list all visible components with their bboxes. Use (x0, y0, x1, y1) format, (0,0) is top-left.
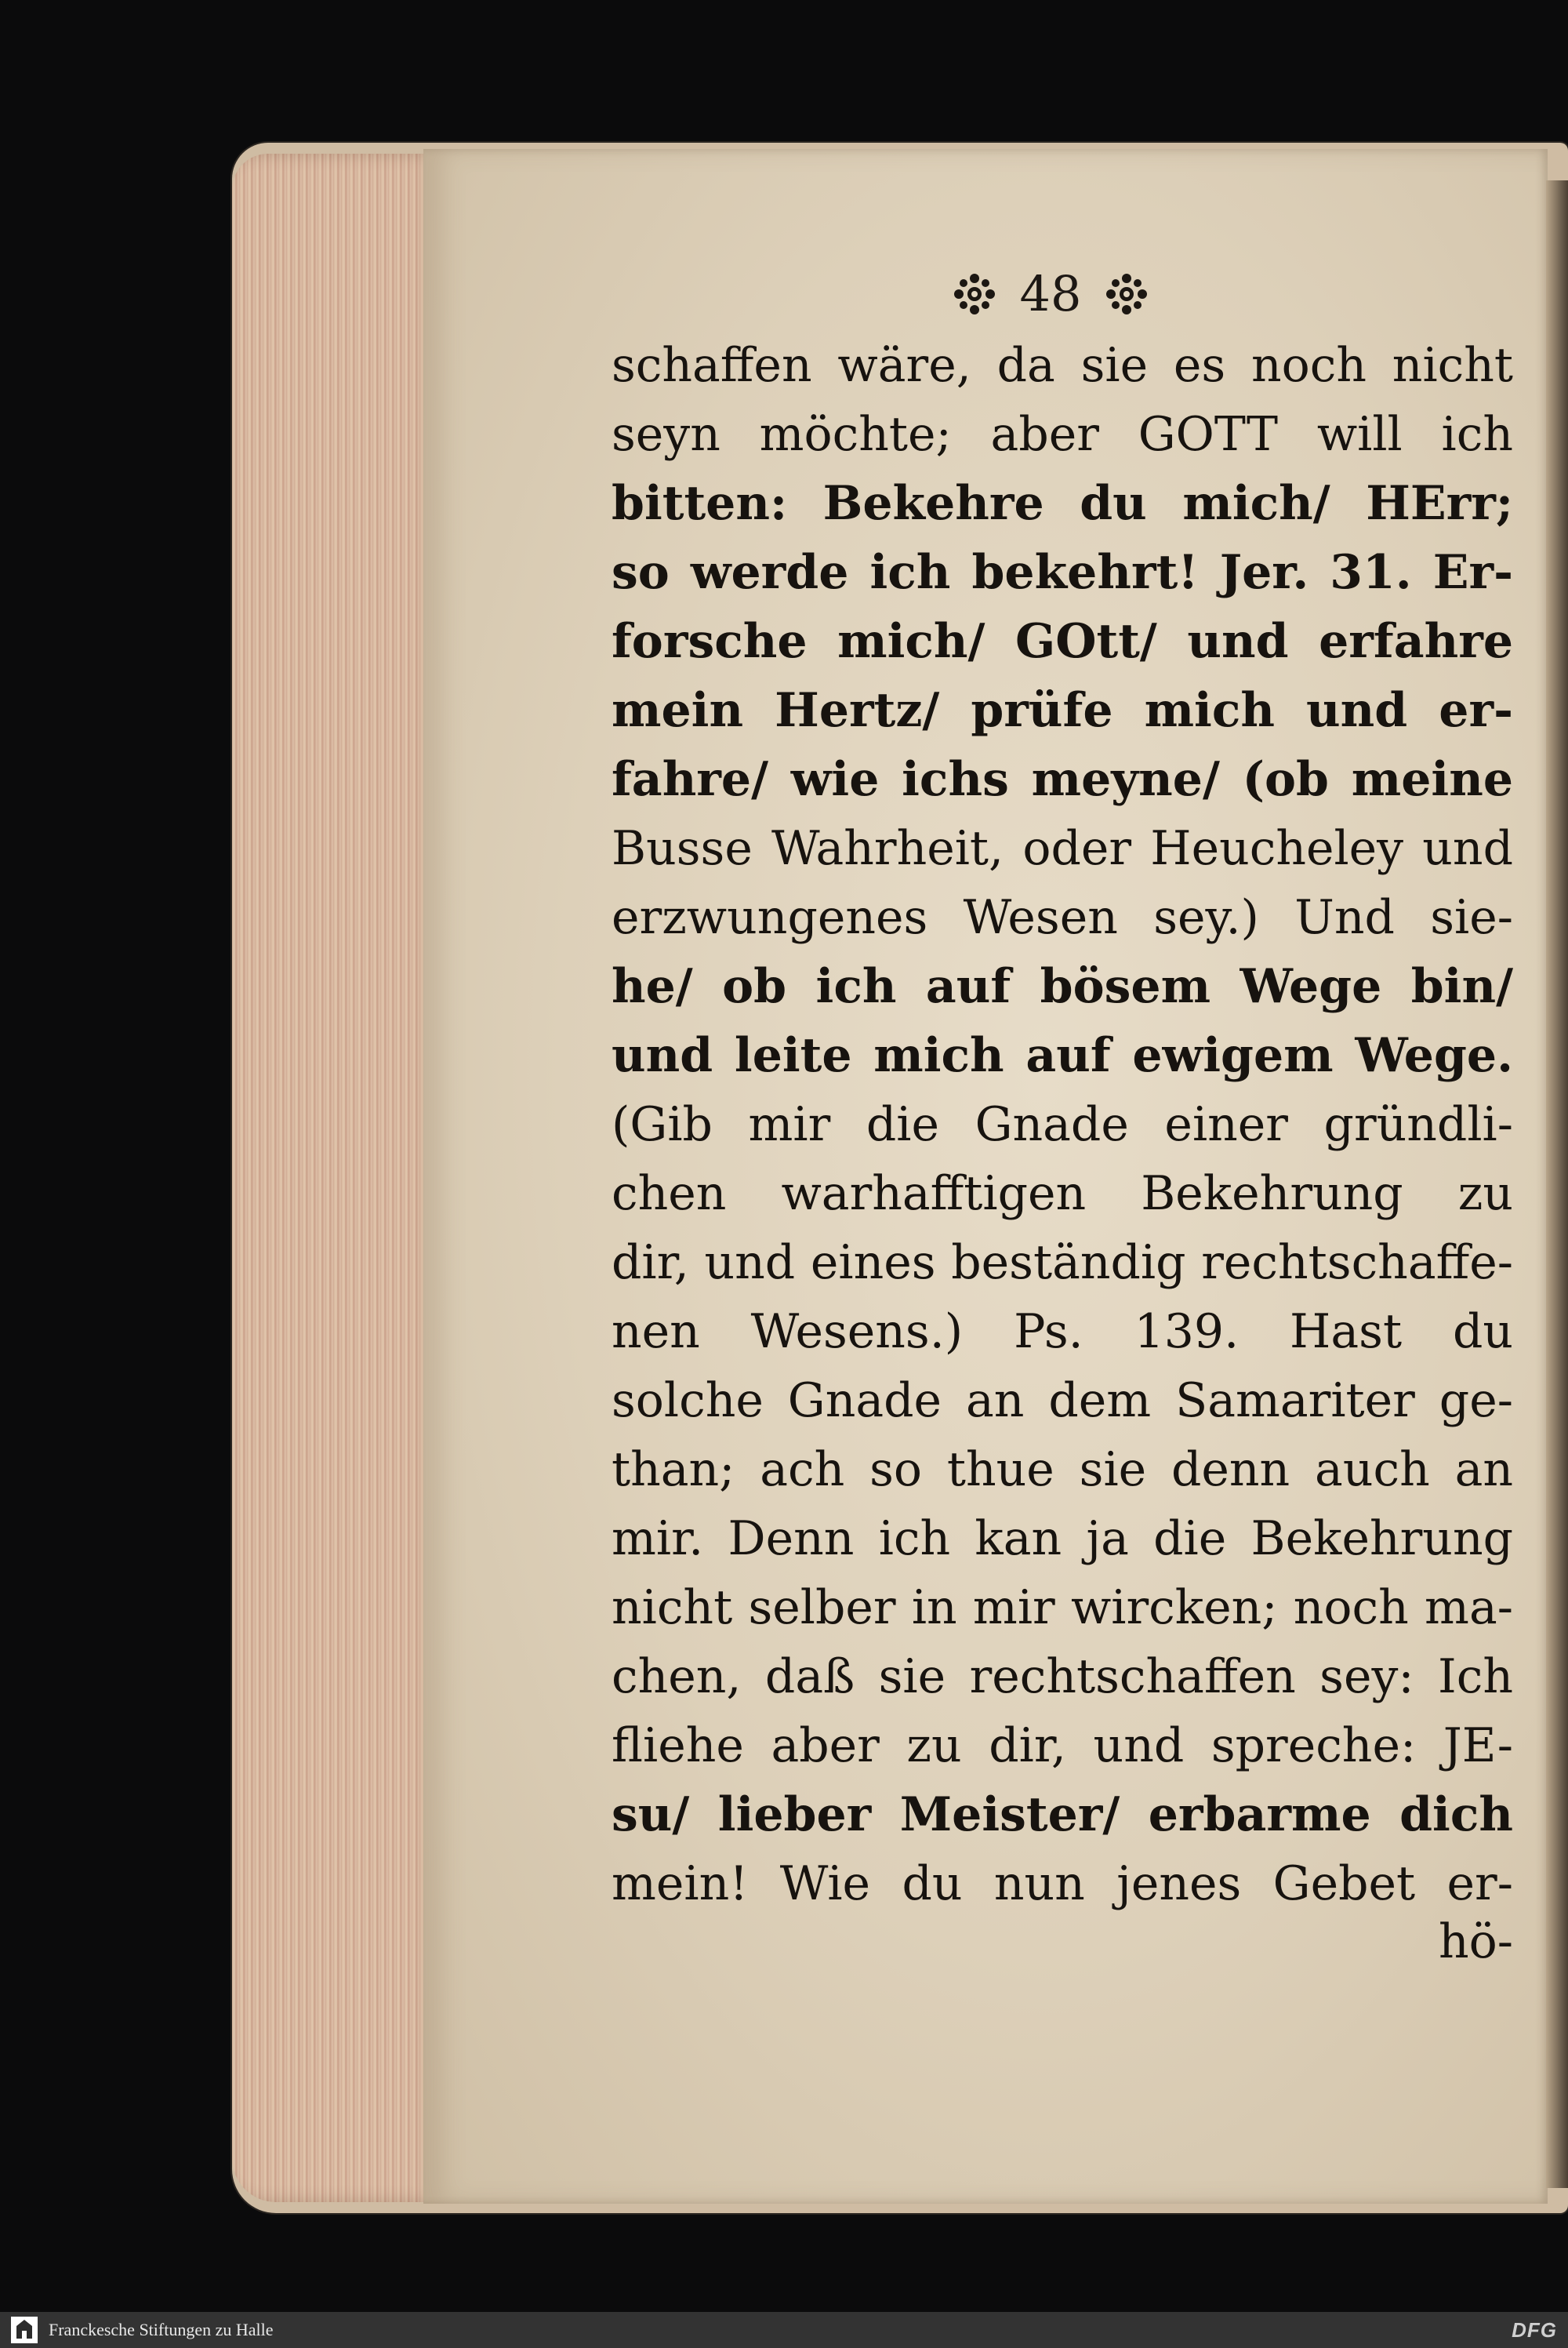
text-line: nicht selber in mir wircken; noch ma- (612, 1580, 1513, 1635)
text-line: fahre/ wie ichs meyne/ (ob meine (612, 752, 1513, 807)
text-line: so werde ich bekehrt! Jer. 31. Er- (612, 545, 1513, 600)
text-line: solche Gnade an dem Samariter ge- (612, 1373, 1513, 1428)
page-edges (232, 154, 444, 2202)
text-line: dir, und eines beständig rechtschaffe- (612, 1235, 1513, 1290)
viewer-footer (0, 2312, 1568, 2348)
text-line: Busse Wahrheit, oder Heucheley und (612, 821, 1513, 876)
text-line: chen, daß sie rechtschaffen sey: Ich (612, 1649, 1513, 1704)
text-line: mir. Denn ich kan ja die Bekehrung (612, 1511, 1513, 1566)
text-line: bitten: Bekehre du mich/ HErr; (612, 476, 1513, 531)
page-number: 48 (1019, 265, 1082, 322)
flower-ornament-icon (953, 272, 996, 316)
dfg-logo: DFG (1512, 2317, 1557, 2342)
text-line: mein Hertz/ prüfe mich und er- (612, 683, 1513, 738)
text-line: fliehe aber zu dir, und spreche: JE- (612, 1718, 1513, 1773)
page-header (925, 259, 1176, 329)
text-line: he/ ob ich auf bösem Wege bin/ (612, 959, 1513, 1014)
text-line: chen warhafftigen Bekehrung zu (612, 1166, 1513, 1221)
text-line: than; ach so thue sie denn auch an (612, 1442, 1513, 1497)
text-line: nen Wesens.) Ps. 139. Hast du (612, 1304, 1513, 1359)
flower-ornament-icon (1105, 272, 1149, 316)
text-line: (Gib mir die Gnade einer gründli- (612, 1097, 1513, 1152)
text-line: su/ lieber Meister/ erbarme dich (612, 1787, 1513, 1842)
text-line: mein! Wie du nun jenes Gebet er- (612, 1856, 1513, 1911)
institution-name: Franckesche Stiftungen zu Halle (49, 2320, 274, 2339)
text-line: forsche mich/ GOtt/ und erfahre (612, 614, 1513, 669)
text-line: seyn möchte; aber GOTT will ich (612, 407, 1513, 462)
text-line: schaffen wäre, da sie es noch nicht (612, 338, 1513, 393)
book-gutter (1546, 180, 1568, 2188)
catchword: hö- (1438, 1914, 1513, 1969)
footer-institution (11, 2317, 274, 2343)
text-line: und leite mich auf ewigem Wege. (612, 1028, 1513, 1083)
franckesche-stiftungen-logo-icon (11, 2317, 38, 2343)
body-text (612, 334, 1513, 1973)
text-line: erzwungenes Wesen sey.) Und sie- (612, 890, 1513, 945)
